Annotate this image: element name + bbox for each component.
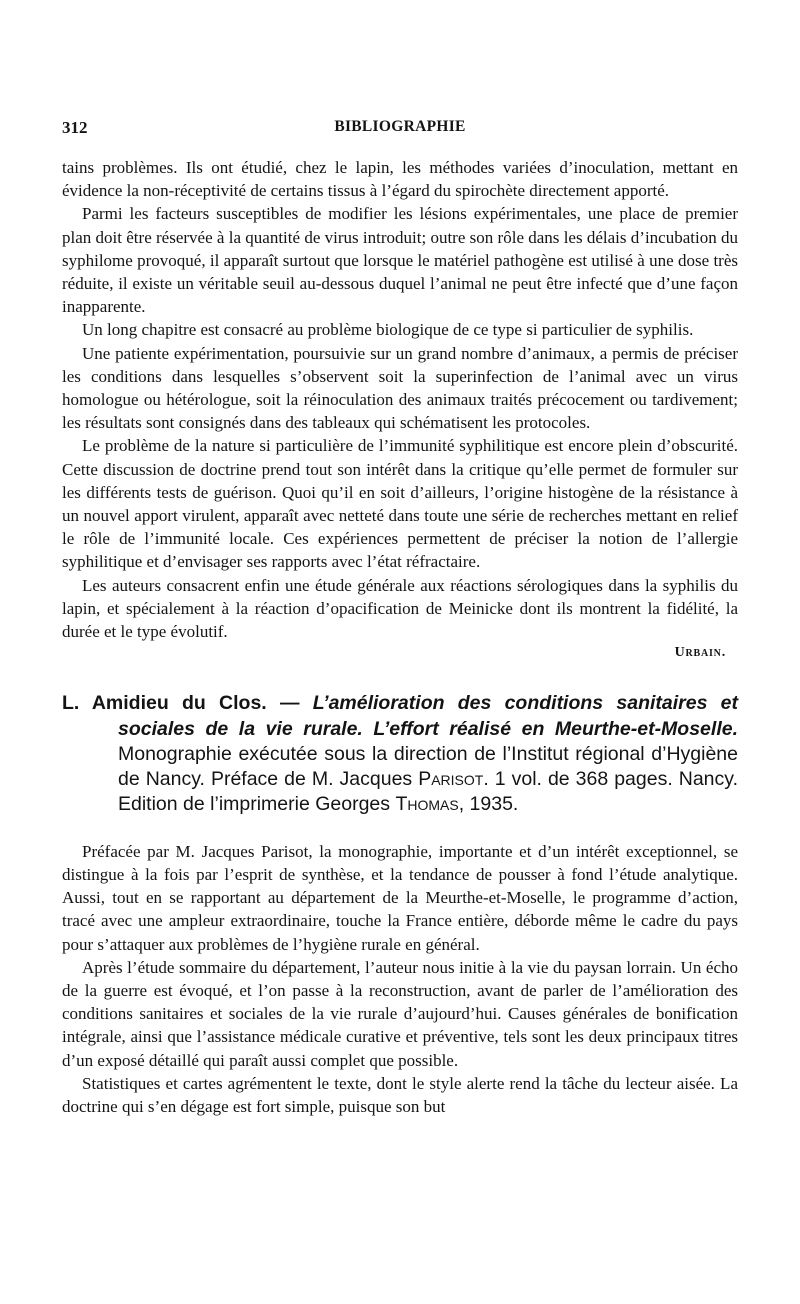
publication-info: , 1935. xyxy=(458,793,519,816)
publication-info: Monographie exécutée sous la direction de l’Institut régional d’Hygiène de Nancy. Préface de M. Jacques xyxy=(118,742,738,791)
body-paragraph: tains problèmes. Ils ont étudié, chez le lapin, les méthodes variées d’inoculation, mettant en évidence la non-réceptivité de certains tissus à l’égard du spirochète directement apporté. xyxy=(62,158,738,201)
review-book-title: L’amélioration des conditions sanitaires et sociales de la vie rurale. L’effort réalisé en Meurthe-et-Moselle. xyxy=(118,692,738,740)
running-title: BIBLIOGRAPHIE xyxy=(334,118,466,135)
body-paragraph: Les auteurs consacrent enfin une étude générale aux réactions sérologiques dans la syphilis du lapin, et spécialement à la réaction d’opacification de Meinicke dont ils montrent la fidélité, la durée et le type évolutif. xyxy=(62,575,738,642)
second-review xyxy=(62,840,738,1118)
body-paragraph: Parmi les facteurs susceptibles de modifier les lésions expérimentales, une place de premier plan doit être réservée à la quantité de virus introduit; outre son rôle dans les délais d’incubation du syphilome provoqué, il apparaît surtout que lorsque le matériel pathogène est utilisé à une dose très réduite, il existe un véritable seuil au-dessous duquel l’animal ne peut être infecté que d’une façon inapparente. xyxy=(62,204,738,317)
body-paragraph: Le problème de la nature si particulière de l’immunité syphilitique est encore plein d’obscurité. Cette discussion de doctrine prend tout son intérêt dans la critique qu’elle permet de formuler sur les différents tests de guérison. Quoi qu’il en soit d’ailleurs, l’origine histogène de la résistance à un nouvel apport virulent, apparaît avec netteté dans toute une série de recherches mettant en relief le rôle de l’immunité locale. Ces expériences permettent de préciser la notion de l’allergie syphilitique et d’envisager ses rapports avec l’état réfractaire. xyxy=(62,436,738,572)
review-citation xyxy=(62,691,738,817)
page-number: 312 xyxy=(62,118,88,137)
body-paragraph: Un long chapitre est consacré au problème biologique de ce type si particulier de syphilis. xyxy=(82,320,694,340)
body-paragraph: Préfacée par M. Jacques Parisot, la monographie, importante et d’un intérêt exceptionnel, se distingue à la fois par l’esprit de synthèse, et la tendance de pousser à fond l’étude analytique. Aussi, tout en se rapportant au département de la Meurthe-et-Moselle, le programme d’action, tracé avec une ampleur extraordinaire, touche la France entière, déborde même le cadre du pays pour s’attaquer aux problèmes de l’hygiène rurale en général. xyxy=(62,841,738,954)
body-paragraph: Une patiente expérimentation, poursuivie sur un grand nombre d’animaux, a permis de préciser les conditions dans lesquelles s’observent soit la superinfection de l’animal avec un virus homologue ou hétérologue, soit la réinoculation des animaux traités précocement ou tardivement; les résultats sont consignés dans des tableaux qui schématisent les protocoles. xyxy=(62,343,738,433)
citation-dash: — xyxy=(266,692,313,715)
publication-info: . 1 vol. de 368 pages. Nancy. Edition de l’imprimerie Georges xyxy=(118,768,738,816)
printer-name: Thomas xyxy=(395,793,459,816)
body-paragraph: Après l’étude sommaire du département, l’auteur nous initie à la vie du paysan lorrain. Un écho de la guerre est évoqué, et l’on passe à la reconstruction, avant de parler de l’amélioration des conditions sanitaires et sociales de la vie rurale d’aujourd’hui. Causes générales de bonification intégrale, ainsi que l’assistance médicale curative et préventive, tels sont les deux principaux titres d’un exposé détaillé qui paraît aussi complet que possible. xyxy=(62,957,738,1070)
body-paragraph: Statistiques et cartes agrémentent le texte, dont le style alerte rend la tâche du lecteur aisée. La doctrine qui s’en dégage est fort simple, puisque son but xyxy=(62,1073,738,1116)
reviewer-signature: Urbain. xyxy=(674,645,726,661)
preface-author-name: Parisot xyxy=(418,768,484,791)
running-head xyxy=(62,118,738,144)
page xyxy=(62,118,738,1118)
first-review xyxy=(62,156,738,671)
review-author: L. Amidieu du Clos. xyxy=(62,692,267,715)
